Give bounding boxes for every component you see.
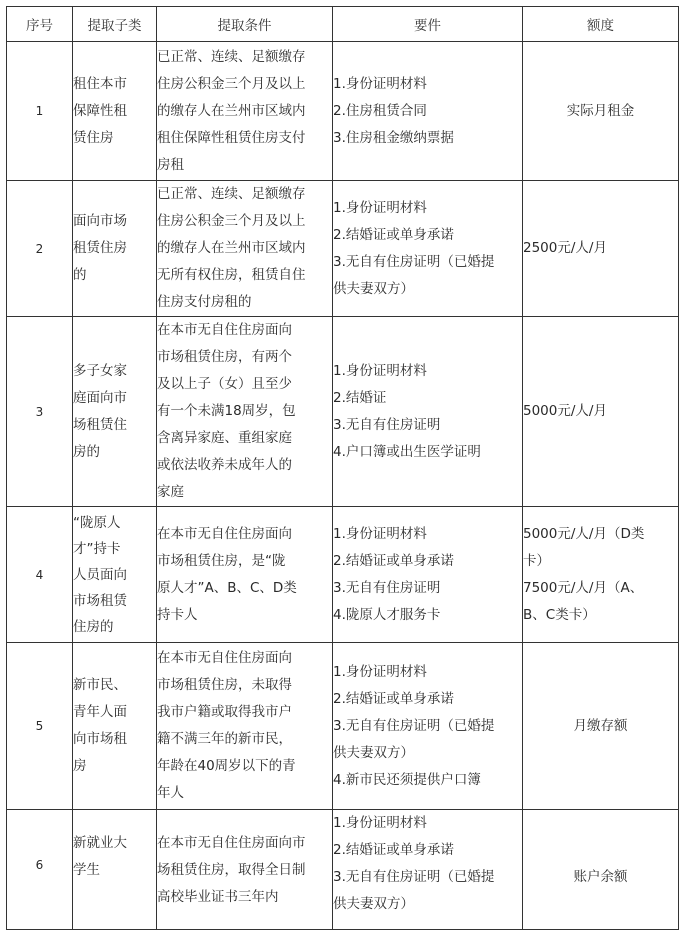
- subtype-line: 新就业大: [73, 835, 127, 851]
- condition-line: 市场租赁住房，是“陇: [157, 552, 286, 569]
- condition-line: 在本市无自住住房面向: [157, 525, 292, 542]
- subtype-line: 庭面向市: [73, 389, 127, 406]
- subtype-cell: [73, 317, 157, 507]
- subtype-line: 人员面向: [73, 566, 127, 583]
- condition-cell: [157, 42, 333, 181]
- subtype-cell: [73, 810, 157, 930]
- requirement-item: 2.结婚证或单身承诺: [333, 552, 454, 569]
- condition-line: 籍不满三年的新市民，: [157, 731, 292, 747]
- header-requirements: 要件: [333, 7, 523, 42]
- condition-line: 或依法收养未成年人的: [157, 457, 292, 473]
- header-row: [7, 7, 679, 42]
- requirement-item: 3.无自有住房证明（已婚提: [333, 869, 495, 885]
- subtype-cell: [73, 42, 157, 181]
- condition-line: 住房公积金三个月及以上: [157, 75, 306, 92]
- header-subtype: 提取子类: [73, 7, 157, 42]
- condition-cell: [157, 643, 333, 810]
- amount-cell: [523, 181, 679, 317]
- amount-value: 2500元/人/月: [523, 240, 607, 256]
- table-row: [7, 810, 679, 930]
- amount-value: 月缴存额: [573, 717, 628, 734]
- subtype-line: 场租赁住: [73, 416, 127, 433]
- requirement-item: 1.身份证明材料: [333, 525, 427, 542]
- condition-cell: [157, 810, 333, 930]
- requirements-cell: [333, 317, 523, 507]
- requirement-item: 2.住房租赁合同: [333, 102, 427, 119]
- row-number: 4: [7, 507, 73, 643]
- requirement-item: 3.无自有住房证明: [333, 579, 441, 596]
- requirement-item: 3.住房租金缴纳票据: [333, 129, 454, 146]
- condition-line: 住房支付房租的: [157, 294, 252, 310]
- requirement-item: 供夫妻双方）: [333, 896, 414, 912]
- table-row: [7, 507, 679, 643]
- requirement-item: 4.陇原人才服务卡: [333, 606, 441, 623]
- condition-line: 场租赁住房，取得全日制: [157, 862, 306, 878]
- condition-cell: [157, 181, 333, 317]
- subtype-line: “陇原人: [73, 514, 121, 531]
- amount-cell: [523, 810, 679, 930]
- requirement-item: 3.无自有住房证明（已婚提: [333, 253, 495, 270]
- condition-line: 房租: [157, 156, 184, 173]
- requirement-item: 3.无自有住房证明: [333, 416, 441, 433]
- condition-line: 的缴存人在兰州市区域内: [157, 240, 306, 256]
- requirement-item: 1.身份证明材料: [333, 362, 427, 379]
- condition-line: 在本市无自住住房面向: [157, 650, 292, 666]
- table-row: [7, 643, 679, 810]
- row-number: 5: [7, 643, 73, 810]
- condition-line: 在本市无自住住房面向: [157, 322, 292, 338]
- subtype-cell: [73, 643, 157, 810]
- subtype-line: 新市民、: [73, 677, 127, 693]
- requirement-item: 3.无自有住房证明（已婚提: [333, 717, 495, 734]
- requirement-item: 4.户口簿或出生医学证明: [333, 443, 481, 460]
- condition-line: 已正常、连续、足额缴存: [157, 48, 306, 65]
- condition-line: 租住保障性租赁住房支付: [157, 129, 306, 146]
- amount-cell: [523, 42, 679, 181]
- requirement-item: 供夫妻双方）: [333, 744, 414, 761]
- row-number: 6: [7, 810, 73, 930]
- table-row: [7, 317, 679, 507]
- table-row: [7, 181, 679, 317]
- subtype-cell: [73, 181, 157, 317]
- subtype-line: 房的: [73, 443, 100, 460]
- requirement-item: 2.结婚证或单身承诺: [333, 842, 454, 858]
- condition-line: 已正常、连续、足额缴存: [157, 186, 306, 202]
- subtype-line: 租住本市: [73, 75, 127, 92]
- condition-line: 年人: [157, 785, 184, 801]
- condition-cell: [157, 507, 333, 643]
- amount-cell: [523, 643, 679, 810]
- condition-line: 年龄在40周岁以下的青: [157, 758, 296, 774]
- requirement-item: 1.身份证明材料: [333, 815, 427, 831]
- condition-line: 含离异家庭、重组家庭: [157, 430, 292, 446]
- condition-line: 在本市无自住住房面向市: [157, 835, 306, 851]
- amount-value: 账户余额: [573, 869, 628, 885]
- condition-line: 高校毕业证书三年内: [157, 889, 279, 905]
- requirement-item: 1.身份证明材料: [333, 75, 427, 92]
- row-number: 1: [7, 42, 73, 181]
- subtype-line: 住房的: [73, 618, 114, 635]
- amount-cell: [523, 317, 679, 507]
- table-row: [7, 42, 679, 181]
- subtype-line: 才”持卡: [73, 540, 121, 557]
- requirement-item: 供夫妻双方）: [333, 280, 414, 297]
- header-amount: 额度: [523, 7, 679, 42]
- requirements-cell: [333, 810, 523, 930]
- condition-line: 持卡人: [157, 606, 198, 623]
- subtype-line: 青年人面: [73, 704, 127, 720]
- subtype-line: 学生: [73, 862, 100, 878]
- amount-value: 实际月租金: [566, 102, 635, 119]
- requirement-item: 4.新市民还须提供户口簿: [333, 771, 481, 788]
- row-number: 3: [7, 317, 73, 507]
- header-no: 序号: [7, 7, 73, 42]
- amount-value: 卡）: [523, 552, 550, 569]
- condition-line: 无所有权住房，租赁自住: [157, 267, 306, 283]
- requirements-cell: [333, 42, 523, 181]
- requirements-cell: [333, 507, 523, 643]
- condition-cell: [157, 317, 333, 507]
- subtype-line: 向市场租: [73, 731, 127, 747]
- housing-fund-withdrawal-table: [6, 6, 679, 930]
- amount-value: 5000元/人/月（D类: [523, 525, 645, 542]
- subtype-line: 保障性租: [73, 102, 127, 119]
- condition-line: 及以上子（女）且至少: [157, 376, 292, 392]
- requirement-item: 1.身份证明材料: [333, 663, 427, 680]
- requirements-cell: [333, 643, 523, 810]
- amount-value: B、C类卡）: [523, 606, 596, 623]
- requirement-item: 1.身份证明材料: [333, 199, 427, 216]
- condition-line: 原人才”A、B、C、D类: [157, 579, 297, 596]
- requirement-item: 2.结婚证: [333, 389, 387, 406]
- condition-line: 有一个未满18周岁，包: [157, 403, 296, 419]
- header-condition: 提取条件: [157, 7, 333, 42]
- subtype-line: 租赁住房: [73, 240, 127, 256]
- condition-line: 住房公积金三个月及以上: [157, 213, 306, 229]
- subtype-line: 多子女家: [73, 362, 127, 379]
- requirement-item: 2.结婚证或单身承诺: [333, 690, 454, 707]
- subtype-cell: [73, 507, 157, 643]
- subtype-line: 房: [73, 758, 87, 774]
- condition-line: 家庭: [157, 484, 184, 500]
- subtype-line: 面向市场: [73, 213, 127, 229]
- amount-cell: [523, 507, 679, 643]
- condition-line: 市场租赁住房，未取得: [157, 677, 292, 693]
- condition-line: 市场租赁住房，有两个: [157, 349, 292, 365]
- requirements-cell: [333, 181, 523, 317]
- amount-value: 5000元/人/月: [523, 403, 607, 419]
- subtype-line: 赁住房: [73, 129, 114, 146]
- condition-line: 我市户籍或取得我市户: [157, 704, 292, 720]
- row-number: 2: [7, 181, 73, 317]
- subtype-line: 的: [73, 267, 87, 283]
- subtype-line: 市场租赁: [73, 592, 127, 609]
- condition-line: 的缴存人在兰州市区域内: [157, 102, 306, 119]
- amount-value: 7500元/人/月（A、: [523, 579, 644, 596]
- requirement-item: 2.结婚证或单身承诺: [333, 226, 454, 243]
